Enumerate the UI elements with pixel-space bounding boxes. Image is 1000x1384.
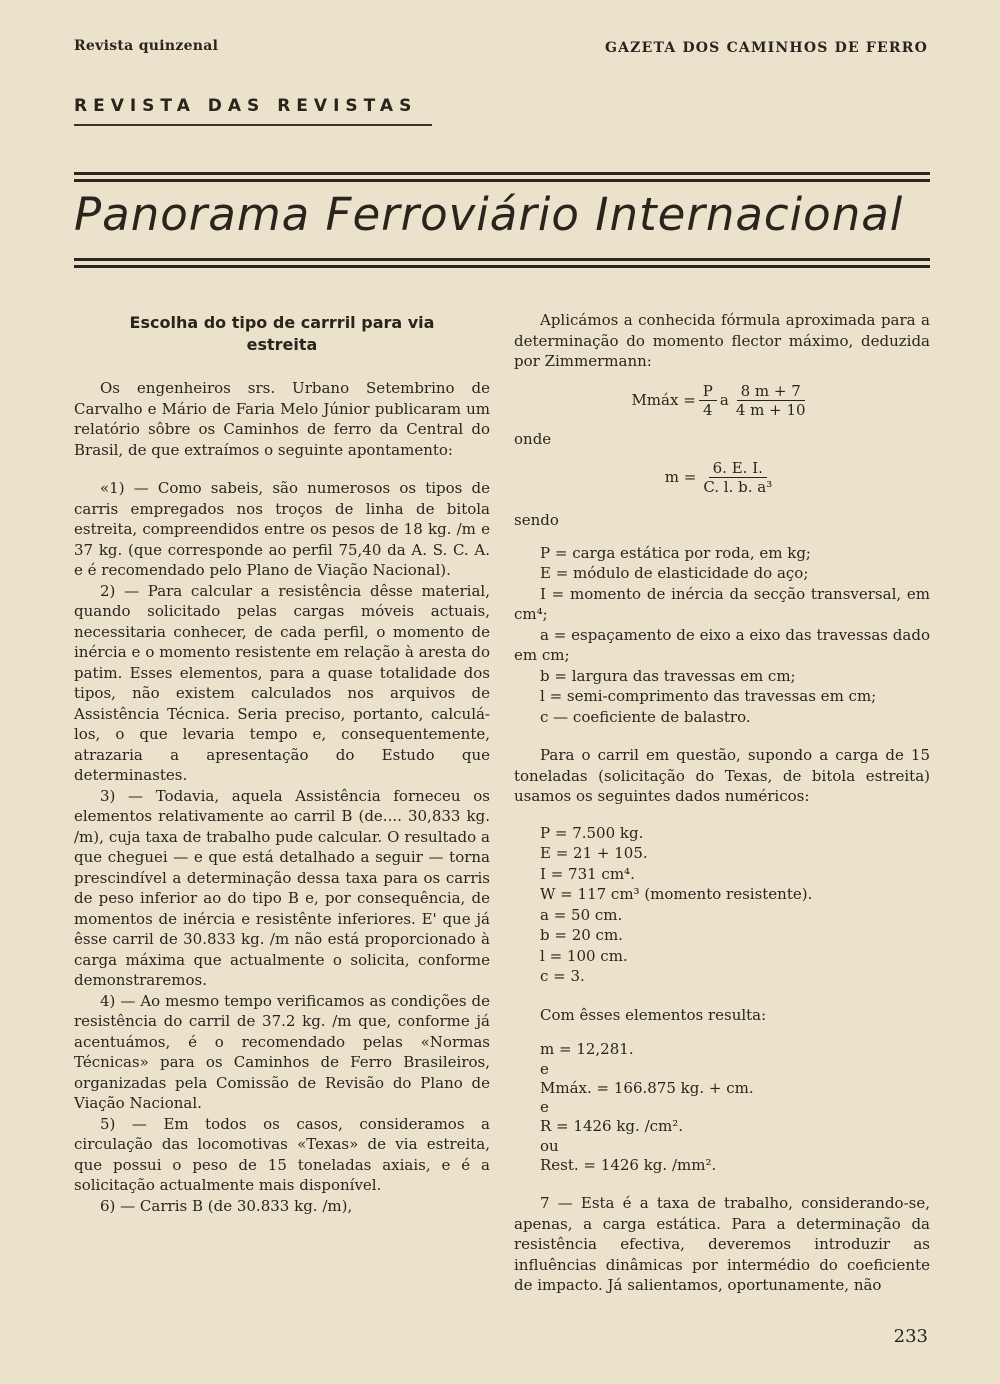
word-onde: onde [514,429,552,448]
paragraph-data-intro: Para o carril em questão, supondo a carga de 15 toneladas (solicitação do Texas, de bitola estreita) usamos os seguintes dados numéricos: [514,746,930,805]
numeric-value: b = 20 cm. [540,926,623,944]
fraction-m [699,459,776,496]
definition-item: E = módulo de elasticidade do aço; [540,564,809,582]
section-label: REVISTA DAS REVISTAS [74,96,418,116]
numeric-value: E = 21 + 105. [540,844,648,862]
fraction-numerator: 8 m + 7 [737,382,805,401]
fraction-numerator: P [699,382,717,401]
page-title: Panorama Ferroviário Internacional [74,188,904,241]
formula-mmax [514,382,930,419]
results-intro: Com êsses elementos resulta: [540,1005,767,1024]
definition-item: b = largura das travessas em cm; [540,666,796,685]
running-header-right: GAZETA DOS CAMINHOS DE FERRO [604,40,928,56]
definition-item: l = semi-comprimento das travessas em cm; [540,687,877,705]
numeric-value: W = 117 cm³ (momento resistente). [540,885,813,903]
title-rules-top [74,172,930,186]
conjunction-ou: ou [540,1136,559,1155]
numeric-values-list [514,823,930,987]
paragraph-5: 5) — Em todos os casos, consideramos a circulação das locomotivas «Texas» de via estreita, que possui o peso de 15 toneladas axiais, e é a solicitação actualmente mais disponível. [74,1114,490,1194]
fraction-numerator: 6. E. I. [709,459,767,478]
paragraph-1: «1) — Como sabeis, são numerosos os tipos de carris empregados nos troços de linha de bitola estreita, compreendidos entre os pesos de 18 kg. /m e 37 kg. (que corresponde ao perfil 75,40 da A. S. C. A. e é recomendado pelo Plano de Viação Nacional). [74,479,490,579]
result-m: m = 12,281. [540,1040,634,1058]
paragraph-2: 2) — Para calcular a resistência dêsse material, quando solicitado pelas cargas móveis actuais, necessitaria conhecer, de cada perfil, o momento de inércia e o momento resistente em relação à aresta do patim. Esses elementos, para a quase totalidade dos tipos, não existem calculados nos arquivos de Assistência Técnica. Seria preciso, portanto, calculá-los, o que levaria tempo e, consequentemente, atrazaria a apresentação do Estudo que determinastes. [74,581,490,784]
fraction-m-terms [732,382,810,419]
fraction-denominator: C. l. b. a³ [703,478,773,496]
paragraph-7: 7 — Esta é a taxa de trabalho, considerando-se, apenas, a carga estática. Para a determinação da resistência efectiva, deveremos introduzir as influências dinâmicas por intermédio do coeficiente de impacto. Já salientamos, oportunamente, não [514,1194,930,1294]
definition-item: I = momento de inércia da secção transversal, em cm⁴; [514,584,930,623]
conjunction-e: e [540,1059,549,1078]
numeric-value: P = 7.500 kg. [540,823,644,842]
fraction-p-over-4 [699,382,717,419]
result-rest: Rest. = 1426 kg. /mm². [540,1155,717,1174]
result-mmax: Mmáx. = 166.875 kg. + cm. [540,1078,754,1097]
definition-item: P = carga estática por roda, em kg; [540,543,811,562]
numeric-value: a = 50 cm. [540,905,623,924]
fraction-denominator: 4 m + 10 [735,400,806,419]
conjunction-e: e [540,1098,549,1116]
section-underline [74,124,432,126]
definition-item: a = espaçamento de eixo a eixo das travessas dado em cm; [514,625,930,664]
right-column [514,310,930,1296]
numeric-value: c = 3. [540,967,585,985]
word-sendo: sendo [514,511,559,529]
definition-item: c — coeficiente de balastro. [540,707,751,726]
fraction-denominator: 4 [703,400,713,419]
paragraph-3: 3) — Todavia, aquela Assistência forneceu os elementos relativamente ao carril B (de.... 30,833 kg. /m), cuja taxa de trabalho pude calcular. O resultado a que cheguei — e que está detalhado a seguir — torna prescindível a determinação dessa taxa para os carris de peso inferior ao do tipo B e, por consequência, de momentos de inércia e resistênte inferiores. E' que já êsse carril de 30.833 kg. /m não está proporcionado à carga máxima que actualmente o solicita, conforme demonstraremos. [74,786,490,989]
page-number: 233 [893,1326,928,1347]
numeric-value: I = 731 cm⁴. [540,864,635,883]
formula-mmax-lhs: Mmáx = [631,390,696,409]
title-rules-bottom [74,258,930,272]
running-header-left: Revista quinzenal [74,38,219,54]
formula-m [514,459,930,496]
result-r: R = 1426 kg. /cm². [540,1117,684,1135]
formula-intro: Aplicámos a conhecida fórmula aproximada para a determinação do momento flector máximo, deduzida por Zimmermann: [514,311,930,370]
formula-m-lhs: m = [664,468,697,487]
left-column [74,310,490,1216]
article-title: Escolha do tipo de carrril para via estreita [129,313,435,354]
formula-factor-a: a [719,390,729,409]
numeric-value: l = 100 cm. [540,946,628,965]
paragraph-intro: Os engenheiros srs. Urbano Setembrino de Carvalho e Mário de Faria Melo Júnior publicaram um relatório sôbre os Caminhos de ferro da Central do Brasil, de que extraímos o seguinte apontamento: [74,379,490,459]
paragraph-6: 6) — Carris B (de 30.833 kg. /m), [100,1196,353,1215]
paragraph-4: 4) — Ao mesmo tempo verificamos as condições de resistência do carril de 37.2 kg. /m que, conforme já acentuámos, é o recomendado pelas «Normas Técnicas» para os Caminhos de Ferro Brasileiros, organizadas pela Comissão de Revisão do Plano de Viação Nacional. [74,991,490,1112]
